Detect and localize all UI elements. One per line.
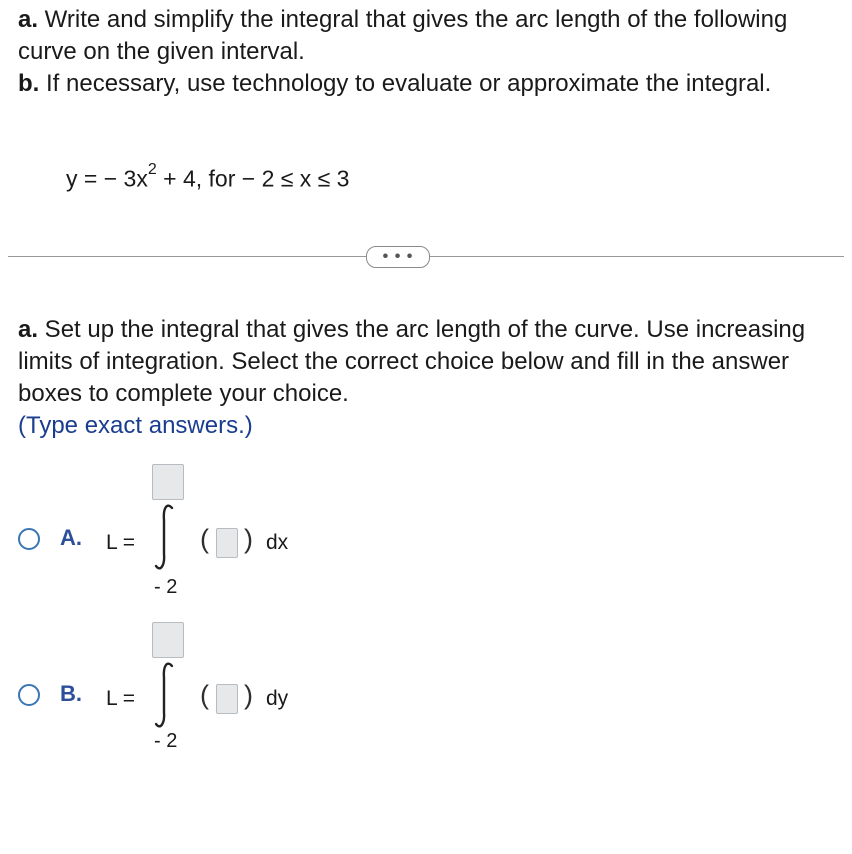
differential-b: dy [266,687,289,710]
close-paren: ) [244,680,253,710]
integrand-input-a[interactable] [216,528,238,558]
curve-equation [66,161,350,193]
part-a-text-block [18,314,838,410]
hint-text: (Type exact answers.) [18,412,253,439]
choice-a-lhs: L = [106,531,135,554]
part-a-heading-label: a. [18,316,39,343]
part-a-label: a. [18,6,39,33]
problem-statement [18,4,838,100]
part-a-text: Write and simplify the integral that gives the arc length of the following curve on the given interval. [18,6,788,65]
choice-a-letter: A. [60,525,82,550]
choice-b-letter: B. [60,681,82,706]
open-paren: ( [200,524,209,554]
equation-rhs: + 4, for − 2 ≤ x ≤ 3 [156,165,350,192]
choice-b-lhs: L = [106,687,135,710]
problem-part-b [18,68,838,100]
integral-sign-icon [152,660,178,732]
part-a-instructions [18,314,838,442]
problem-part-a [18,4,838,68]
upper-limit-input-a[interactable] [152,464,184,500]
open-paren: ( [200,680,209,710]
radio-choice-b[interactable] [18,684,40,706]
choice-b [18,616,418,776]
radio-choice-a[interactable] [18,528,40,550]
part-b-text: If necessary, use technology to evaluate or approximate the integral. [39,70,772,97]
integrand-input-b[interactable] [216,684,238,714]
lower-limit-b: - 2 [154,730,178,752]
lower-limit-a: - 2 [154,576,178,598]
more-button[interactable]: • • • [366,246,430,268]
part-a-instructions-text: Set up the integral that gives the arc length of the curve. Use increasing limits of integration. Select the correct choice below and fill in the answer boxes to complete your choice. [18,316,806,407]
equation-exponent: 2 [147,161,157,178]
equation-lhs: y = − 3x [66,165,148,192]
choice-a [18,458,418,618]
integral-sign-icon [152,502,178,574]
differential-a: dx [266,531,289,554]
part-b-label: b. [18,70,40,97]
upper-limit-input-b[interactable] [152,622,184,658]
close-paren: ) [244,524,253,554]
